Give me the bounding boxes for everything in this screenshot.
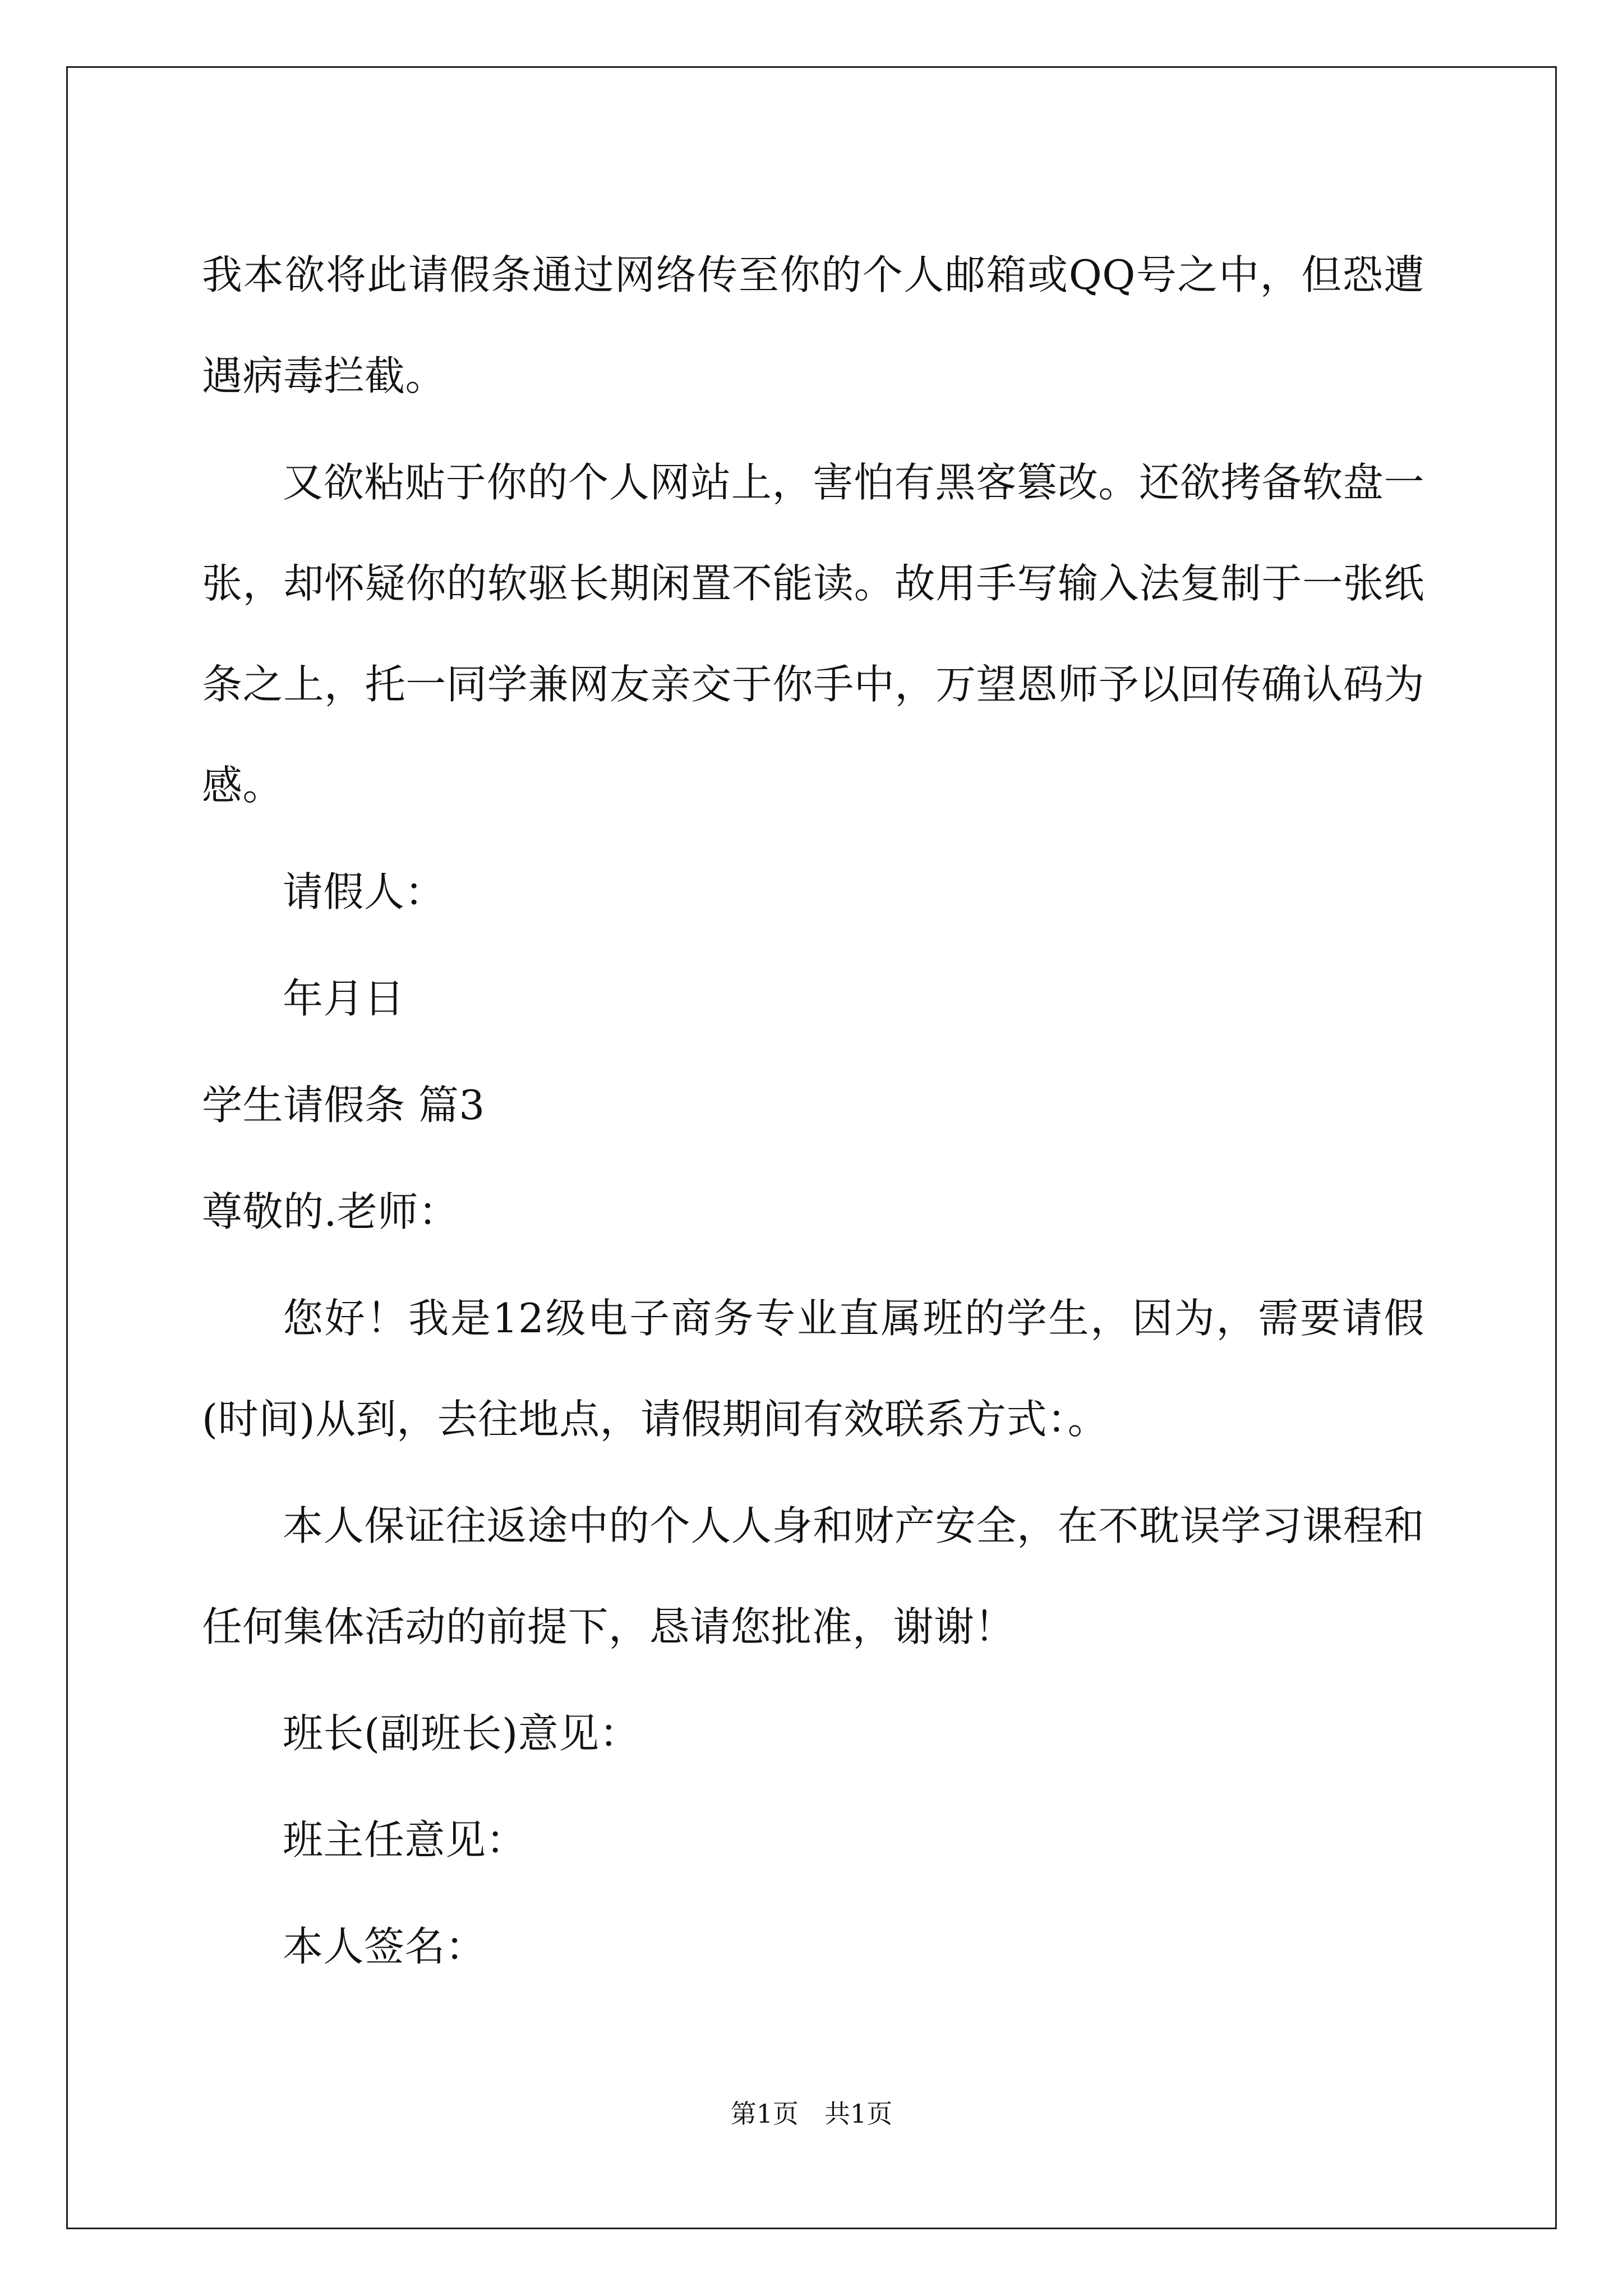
paragraph-guarantee: 本人保证往返途中的个人人身和财产安全，在不耽误学习课程和任何集体活动的前提下，恳请您批准，谢谢！ — [202, 1502, 1424, 1650]
paragraph-applicant: 请假人： — [283, 868, 446, 915]
monitor-opinion: 班长(副班长)意见： — [283, 1710, 640, 1757]
head-teacher-opinion: 班主任意见： — [283, 1816, 527, 1864]
document-body — [202, 224, 1424, 2003]
paragraph-request: 您好！我是12级电子商务专业直属班的学生，因为，需要请假(时间)从到，去往地点，请假期间有效联系方式：。 — [202, 1295, 1424, 1443]
paragraph-2: 又欲粘贴于你的个人网站上，害怕有黑客篡改。还欲拷备软盘一张，却怀疑你的软驱长期闲置不能读。故用手写输入法复制于一张纸条之上，托一同学兼网友亲交于你手中，万望恩师予以回传确认码为感。 — [202, 459, 1424, 809]
salutation: 尊敬的.老师： — [202, 1188, 459, 1235]
signature-line: 本人签名： — [283, 1923, 486, 1970]
section-heading: 学生请假条 篇3 — [202, 1082, 485, 1129]
paragraph-date: 年月日 — [283, 975, 405, 1022]
page-footer: 第1页 共1页 — [730, 2099, 893, 2129]
paragraph-1: 我本欲将此请假条通过网络传至你的个人邮箱或QQ号之中，但恐遭遇病毒拦截。 — [202, 251, 1424, 399]
